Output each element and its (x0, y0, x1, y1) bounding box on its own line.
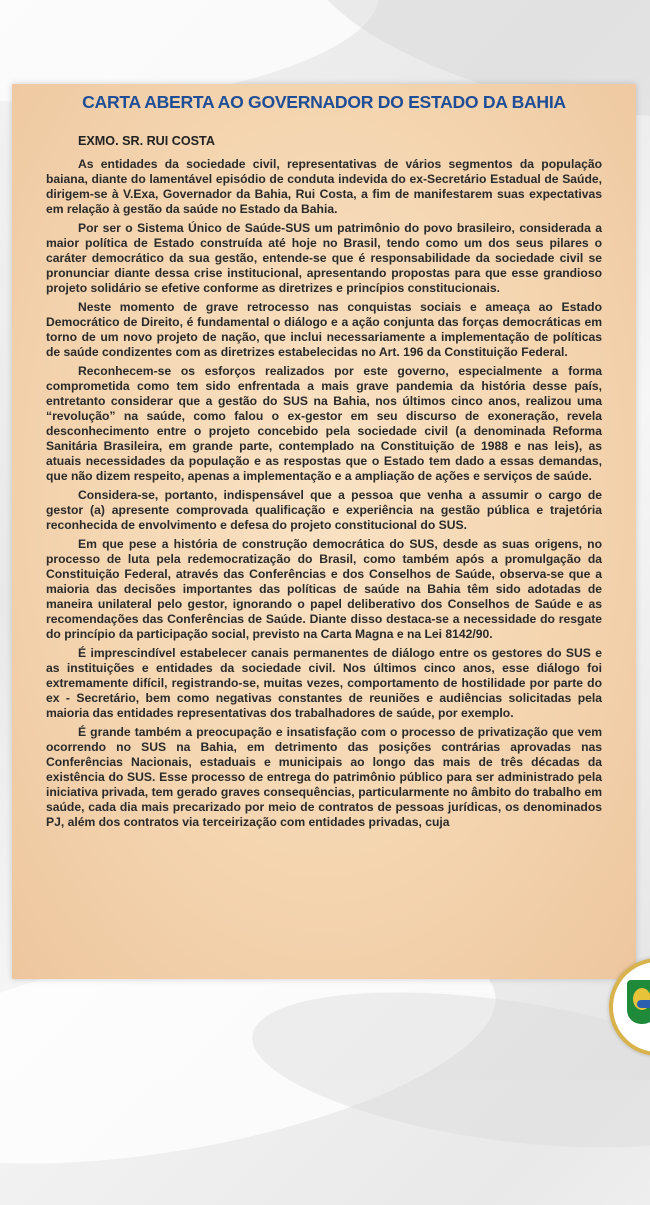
letter-paragraph: É imprescindível estabelecer canais permanentes de diálogo entre os gestores do SUS e as instituições e entidades da sociedade civil. Nos últimos cinco anos, esse diálogo foi extremamente difícil, registrando-se, muitas vezes, comportamento de hostilidade por parte do ex - Secretário, bem como negativas constantes de reuniões e audiências solicitadas pela maioria das entidades representativas dos trabalhadores de saúde, por exemplo. (46, 646, 602, 720)
letter-salutation: EXMO. SR. RUI COSTA (78, 134, 215, 148)
letter-paragraph: Reconhecem-se os esforços realizados por este governo, especialmente a forma comprometida como tem sido enfrentada a mais grave pandemia da história desse país, entretanto considerar que a gestão do SUS na Bahia, nos últimos cinco anos, realizou uma “revolução” na saúde, como falou o ex-gestor em seu discurso de exoneração, revela desconhecimento entre o projeto concebido pela sociedade civil (a denominada Reforma Sanitária Brasileira, em grande parte, contemplado na Constituição de 1988 e nas leis), as atuais necessidades da população e as respostas que o Estado tem dado a essas demandas, que não dizem respeito, apenas a implementação e a ampliação de ações e serviços de saúde. (46, 364, 602, 483)
letter-title: CARTA ABERTA AO GOVERNADOR DO ESTADO DA BAHIA (82, 92, 566, 112)
letter-paragraph: É grande também a preocupação e insatisfação com o processo de privatização que vem ocorrendo no SUS na Bahia, em detrimento das posições contrárias aprovadas nas Conferências Nacionais, estaduais e municipais ao longo das mais de três décadas da existência do SUS. Esse processo de entrega do patrimônio público para ser administrado pela iniciativa privada, tem gerado graves consequências, particularmente no âmbito do trabalho em saúde, cada dia mais precarizado por meio de contratos de pessoas jurídicas, os denominados PJ, além dos contratos via terceirização com entidades privadas, cuja (46, 725, 602, 829)
open-letter-document (12, 84, 636, 979)
letter-paragraph: Em que pese a história de construção democrática do SUS, desde as suas origens, no processo de luta pela redemocratização do Brasil, como também após a promulgação da Constituição Federal, através das Conferências e dos Conselhos de Saúde, observa-se que a maioria das decisões importantes das políticas de saúde na Bahia têm sido adotadas de maneira unilateral pelo gestor, ignorando o papel deliberativo dos Conselhos de Saúde e as recomendações das Conferências de Saúde. Diante disso destaca-se a necessidade do resgate do princípio da participação social, previsto na Carta Magna e na Lei 8142/90. (46, 537, 602, 641)
letter-paragraph: Neste momento de grave retrocesso nas conquistas sociais e ameaça ao Estado Democrático de Direito, é fundamental o diálogo e a ação conjunta das forças democráticas em torno de um novo projeto de nação, que inclui necessariamente a implementação de políticas de saúde condizentes com as diretrizes estabelecidas no Art. 196 da Constituição Federal. (46, 300, 602, 359)
letter-paragraph: Considera-se, portanto, indispensável que a pessoa que venha a assumir o cargo de gestor (a) apresente comprovada qualificação e experiência na gestão pública e trajetória reconhecida de envolvimento e defesa do projeto constitucional do SUS. (46, 488, 602, 532)
letter-paragraph: Por ser o Sistema Único de Saúde-SUS um patrimônio do povo brasileiro, considerada a maior política de Estado construída até hoje no Brasil, tendo como um dos seus pilares o caráter democrático da sua gestão, entende-se que é responsabilidade da sociedade civil se pronunciar diante dessa crise institucional, apresentando propostas para que esse grandioso projeto solidário se efetive conforme as diretrizes e princípios constitucionais. (46, 221, 602, 295)
letter-paragraph: As entidades da sociedade civil, representativas de vários segmentos da população baiana, diante do lamentável episódio de conduta indevida do ex-Secretário Estadual de Saúde, dirigem-se à V.Exa, Governador da Bahia, Rui Costa, a fim de manifestarem suas expectativas em relação à gestão da saúde no Estado da Bahia. (46, 157, 602, 216)
